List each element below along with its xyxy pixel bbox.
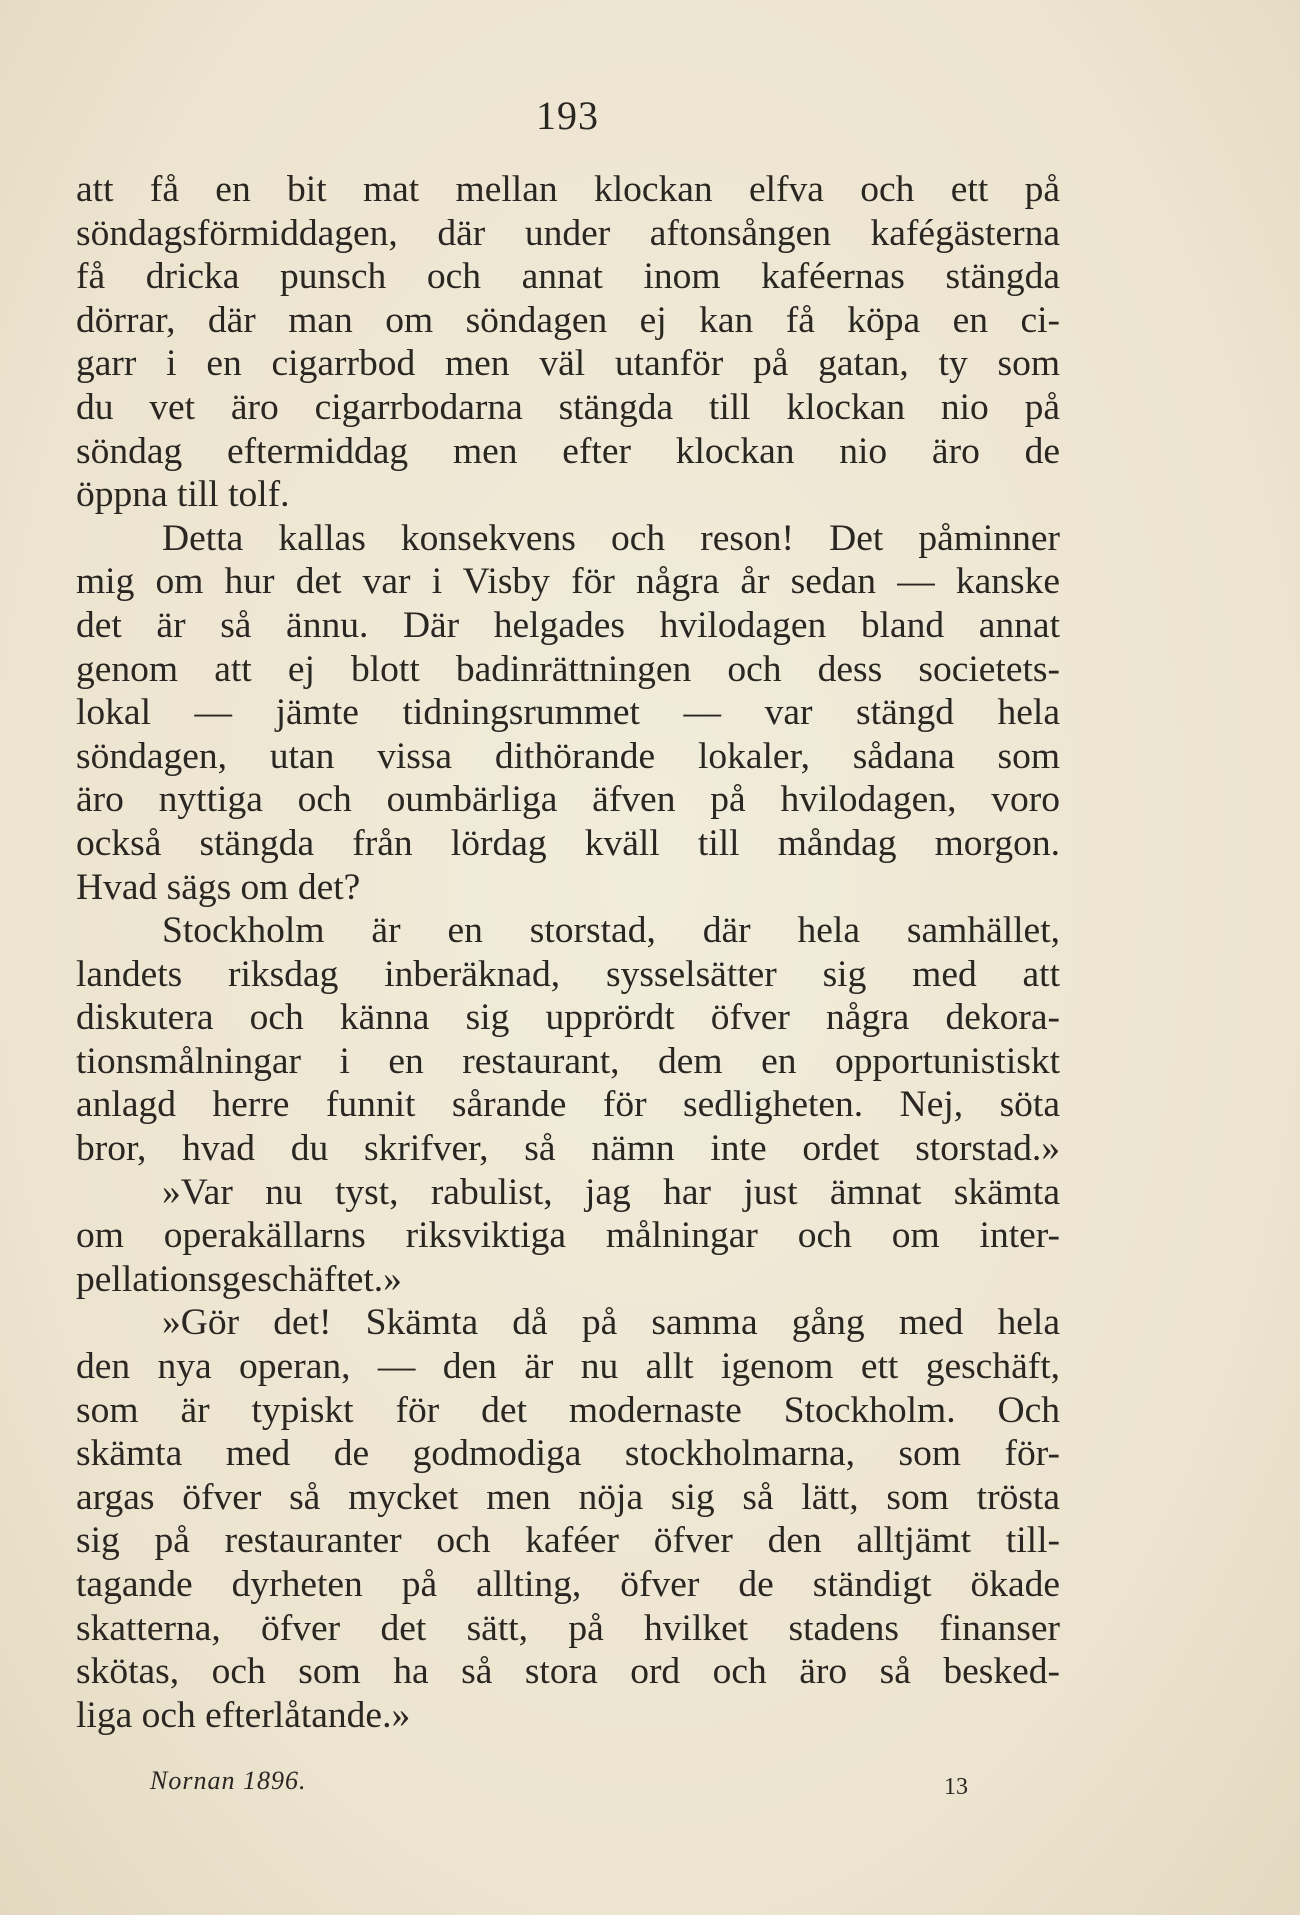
text-line: »Gör det! Skämta då på samma gång med hela bbox=[162, 1302, 1060, 1344]
text-line: anlagd herre funnit sårande för sedligheten. Nej, söta bbox=[76, 1084, 1060, 1126]
text-line: skämta med de godmodiga stockholmarna, som för- bbox=[76, 1433, 1060, 1475]
page-number: 193 bbox=[536, 93, 599, 138]
text-line: Detta kallas konsekvens och reson! Det påminner bbox=[162, 517, 1060, 559]
text-line: också stängda från lördag kväll till måndag morgon. bbox=[76, 822, 1060, 864]
footer-source: Nornan 1896. bbox=[150, 1766, 307, 1795]
text-line: landets riksdag inberäknad, sysselsätter sig med att bbox=[76, 953, 1060, 995]
text-line: lokal — jämte tidningsrummet — var stängd hela bbox=[76, 692, 1060, 734]
text-line: det är så ännu. Där helgades hvilodagen bland annat bbox=[76, 604, 1060, 646]
text-line: söndagen, utan vissa dithörande lokaler, sådana som bbox=[76, 735, 1060, 777]
text-line: skatterna, öfver det sätt, på hvilket stadens finanser bbox=[76, 1607, 1060, 1649]
text-line: tagande dyrheten på allting, öfver de ständigt ökade bbox=[76, 1564, 1060, 1605]
text-line: liga och efterlåtande.» bbox=[76, 1694, 411, 1736]
text-line: sig på restauranter och kaféer öfver den alltjämt till- bbox=[76, 1520, 1060, 1562]
text-line: diskutera och känna sig upprördt öfver några dekora- bbox=[76, 997, 1060, 1039]
text-line: bror, hvad du skrifver, så nämn inte ordet storstad.» bbox=[76, 1128, 1060, 1170]
text-line: argas öfver så mycket men nöja sig så lätt, som trösta bbox=[76, 1476, 1060, 1518]
text-line: öppna till tolf. bbox=[76, 474, 290, 516]
text-line: om operakällarns riksviktiga målningar och om inter- bbox=[76, 1215, 1060, 1257]
text-line: söndag eftermiddag men efter klockan nio äro de bbox=[76, 430, 1060, 472]
text-line: genom att ej blott badinrättningen och dess societets- bbox=[76, 648, 1060, 690]
text-line: du vet äro cigarrbodarna stängda till klockan nio på bbox=[76, 386, 1060, 428]
text-line: Hvad sägs om det? bbox=[76, 866, 361, 908]
text-line: tionsmålningar i en restaurant, dem en opportunistiskt bbox=[76, 1040, 1060, 1082]
text-line: pellationsgeschäftet.» bbox=[76, 1258, 402, 1300]
signature-mark: 13 bbox=[944, 1774, 968, 1800]
text-line: äro nyttiga och oumbärliga äfven på hvilodagen, voro bbox=[76, 779, 1060, 821]
text-line: garr i en cigarrbod men väl utanför på gatan, ty som bbox=[76, 343, 1060, 385]
text-line: som är typiskt för det modernaste Stockholm. Och bbox=[76, 1389, 1060, 1431]
text-line: Stockholm är en storstad, där hela samhället, bbox=[162, 910, 1060, 952]
text-line: få dricka punsch och annat inom kaféernas stängda bbox=[76, 256, 1060, 298]
text-line: söndagsförmiddagen, där under aftonsången kafégästerna bbox=[76, 212, 1060, 254]
text-line: den nya operan, — den är nu allt igenom ett geschäft, bbox=[76, 1346, 1060, 1388]
text-line: dörrar, där man om söndagen ej kan få köpa en ci- bbox=[76, 299, 1060, 341]
text-line: skötas, och som ha så stora ord och äro så besked- bbox=[76, 1651, 1060, 1693]
text-line: mig om hur det var i Visby för några år sedan — kanske bbox=[76, 561, 1060, 603]
text-line: »Var nu tyst, rabulist, jag har just ämnat skämta bbox=[162, 1171, 1060, 1213]
text-line: att få en bit mat mellan klockan elfva och ett på bbox=[76, 169, 1060, 210]
body-text bbox=[76, 168, 1060, 1737]
